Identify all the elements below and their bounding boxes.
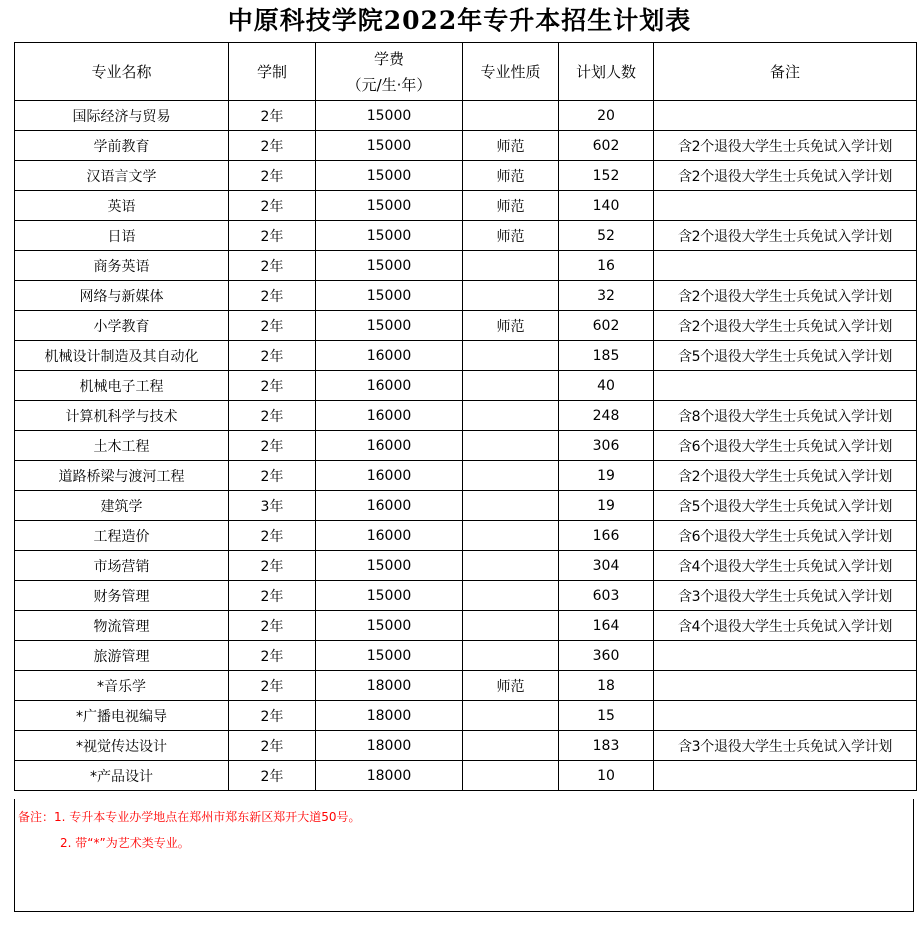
cell-nature bbox=[463, 401, 559, 431]
cell-nature bbox=[463, 551, 559, 581]
header-years: 学制 bbox=[229, 43, 316, 101]
table-row bbox=[15, 461, 917, 491]
cell-nature: 师范 bbox=[463, 311, 559, 341]
table-row bbox=[15, 281, 917, 311]
table-row bbox=[15, 701, 917, 731]
cell-years: 2年 bbox=[229, 611, 316, 641]
header-quota: 计划人数 bbox=[559, 43, 654, 101]
cell-note: 含2个退役大学生士兵免试入学计划 bbox=[654, 161, 917, 191]
cell-years: 2年 bbox=[229, 341, 316, 371]
table-row bbox=[15, 341, 917, 371]
cell-quota: 40 bbox=[559, 371, 654, 401]
cell-nature bbox=[463, 251, 559, 281]
cell-fee: 15000 bbox=[316, 641, 463, 671]
cell-years: 2年 bbox=[229, 671, 316, 701]
cell-major: 英语 bbox=[15, 191, 229, 221]
cell-quota: 20 bbox=[559, 101, 654, 131]
cell-major: 物流管理 bbox=[15, 611, 229, 641]
cell-years: 2年 bbox=[229, 311, 316, 341]
cell-fee: 18000 bbox=[316, 701, 463, 731]
cell-major: 旅游管理 bbox=[15, 641, 229, 671]
cell-years: 2年 bbox=[229, 581, 316, 611]
cell-note bbox=[654, 191, 917, 221]
cell-quota: 18 bbox=[559, 671, 654, 701]
header-fee-line2: （元/生·年） bbox=[346, 75, 432, 94]
cell-major: 日语 bbox=[15, 221, 229, 251]
cell-fee: 15000 bbox=[316, 581, 463, 611]
header-fee-line1: 学费 bbox=[373, 49, 404, 68]
cell-note bbox=[654, 671, 917, 701]
cell-quota: 183 bbox=[559, 731, 654, 761]
cell-nature bbox=[463, 461, 559, 491]
cell-fee: 16000 bbox=[316, 431, 463, 461]
cell-nature bbox=[463, 611, 559, 641]
cell-years: 2年 bbox=[229, 431, 316, 461]
cell-nature bbox=[463, 281, 559, 311]
cell-note: 含5个退役大学生士兵免试入学计划 bbox=[654, 341, 917, 371]
table-row bbox=[15, 761, 917, 791]
cell-nature: 师范 bbox=[463, 191, 559, 221]
cell-quota: 15 bbox=[559, 701, 654, 731]
cell-note: 含2个退役大学生士兵免试入学计划 bbox=[654, 311, 917, 341]
cell-quota: 19 bbox=[559, 491, 654, 521]
cell-years: 2年 bbox=[229, 731, 316, 761]
cell-nature: 师范 bbox=[463, 671, 559, 701]
cell-nature bbox=[463, 731, 559, 761]
table-row bbox=[15, 311, 917, 341]
cell-note: 含3个退役大学生士兵免试入学计划 bbox=[654, 731, 917, 761]
cell-major: 道路桥梁与渡河工程 bbox=[15, 461, 229, 491]
cell-fee: 16000 bbox=[316, 521, 463, 551]
cell-major: *广播电视编导 bbox=[15, 701, 229, 731]
footnote-line-2: 2. 带“*”为艺术类专业。 bbox=[60, 836, 190, 850]
cell-note bbox=[654, 371, 917, 401]
cell-major: *视觉传达设计 bbox=[15, 731, 229, 761]
cell-note bbox=[654, 761, 917, 791]
cell-note: 含6个退役大学生士兵免试入学计划 bbox=[654, 431, 917, 461]
cell-years: 2年 bbox=[229, 281, 316, 311]
cell-fee: 18000 bbox=[316, 761, 463, 791]
cell-fee: 15000 bbox=[316, 611, 463, 641]
cell-major: 市场营销 bbox=[15, 551, 229, 581]
table-row bbox=[15, 551, 917, 581]
cell-note bbox=[654, 641, 917, 671]
cell-major: 工程造价 bbox=[15, 521, 229, 551]
cell-quota: 166 bbox=[559, 521, 654, 551]
table-row bbox=[15, 731, 917, 761]
cell-major: 商务英语 bbox=[15, 251, 229, 281]
cell-years: 2年 bbox=[229, 701, 316, 731]
cell-years: 2年 bbox=[229, 251, 316, 281]
table-row bbox=[15, 581, 917, 611]
cell-major: 国际经济与贸易 bbox=[15, 101, 229, 131]
cell-years: 2年 bbox=[229, 551, 316, 581]
cell-major: 建筑学 bbox=[15, 491, 229, 521]
cell-fee: 15000 bbox=[316, 311, 463, 341]
cell-fee: 16000 bbox=[316, 401, 463, 431]
cell-nature bbox=[463, 491, 559, 521]
cell-years: 2年 bbox=[229, 101, 316, 131]
table-row bbox=[15, 521, 917, 551]
cell-nature bbox=[463, 101, 559, 131]
cell-fee: 15000 bbox=[316, 281, 463, 311]
cell-quota: 603 bbox=[559, 581, 654, 611]
cell-major: *产品设计 bbox=[15, 761, 229, 791]
cell-fee: 18000 bbox=[316, 731, 463, 761]
cell-fee: 16000 bbox=[316, 491, 463, 521]
cell-note: 含4个退役大学生士兵免试入学计划 bbox=[654, 551, 917, 581]
cell-nature bbox=[463, 341, 559, 371]
cell-fee: 15000 bbox=[316, 161, 463, 191]
cell-major: 机械设计制造及其自动化 bbox=[15, 341, 229, 371]
table-row bbox=[15, 221, 917, 251]
cell-fee: 16000 bbox=[316, 341, 463, 371]
cell-quota: 248 bbox=[559, 401, 654, 431]
table-row bbox=[15, 641, 917, 671]
cell-fee: 15000 bbox=[316, 191, 463, 221]
cell-years: 2年 bbox=[229, 161, 316, 191]
cell-note bbox=[654, 701, 917, 731]
cell-nature bbox=[463, 371, 559, 401]
header-fee bbox=[316, 43, 463, 101]
cell-years: 2年 bbox=[229, 641, 316, 671]
cell-note bbox=[654, 251, 917, 281]
cell-years: 2年 bbox=[229, 761, 316, 791]
cell-major: 学前教育 bbox=[15, 131, 229, 161]
cell-note: 含4个退役大学生士兵免试入学计划 bbox=[654, 611, 917, 641]
cell-fee: 16000 bbox=[316, 461, 463, 491]
cell-quota: 602 bbox=[559, 311, 654, 341]
cell-major: 网络与新媒体 bbox=[15, 281, 229, 311]
cell-fee: 15000 bbox=[316, 131, 463, 161]
cell-fee: 16000 bbox=[316, 371, 463, 401]
table-row bbox=[15, 611, 917, 641]
cell-fee: 18000 bbox=[316, 671, 463, 701]
cell-major: *音乐学 bbox=[15, 671, 229, 701]
cell-quota: 360 bbox=[559, 641, 654, 671]
header-nature: 专业性质 bbox=[463, 43, 559, 101]
cell-nature bbox=[463, 641, 559, 671]
table-row bbox=[15, 191, 917, 221]
cell-note: 含8个退役大学生士兵免试入学计划 bbox=[654, 401, 917, 431]
cell-note: 含2个退役大学生士兵免试入学计划 bbox=[654, 131, 917, 161]
cell-major: 机械电子工程 bbox=[15, 371, 229, 401]
header-note: 备注 bbox=[654, 43, 917, 101]
cell-major: 小学教育 bbox=[15, 311, 229, 341]
table-row bbox=[15, 131, 917, 161]
table-row bbox=[15, 251, 917, 281]
cell-quota: 16 bbox=[559, 251, 654, 281]
table-row bbox=[15, 431, 917, 461]
cell-note: 含2个退役大学生士兵免试入学计划 bbox=[654, 281, 917, 311]
cell-note: 含3个退役大学生士兵免试入学计划 bbox=[654, 581, 917, 611]
cell-major: 计算机科学与技术 bbox=[15, 401, 229, 431]
cell-quota: 32 bbox=[559, 281, 654, 311]
cell-nature: 师范 bbox=[463, 161, 559, 191]
table-body bbox=[15, 101, 917, 791]
table-row bbox=[15, 401, 917, 431]
cell-nature bbox=[463, 761, 559, 791]
table-header-row bbox=[15, 43, 917, 101]
cell-fee: 15000 bbox=[316, 221, 463, 251]
cell-nature bbox=[463, 431, 559, 461]
cell-years: 2年 bbox=[229, 461, 316, 491]
cell-major: 财务管理 bbox=[15, 581, 229, 611]
cell-nature bbox=[463, 581, 559, 611]
cell-major: 土木工程 bbox=[15, 431, 229, 461]
cell-note: 含6个退役大学生士兵免试入学计划 bbox=[654, 521, 917, 551]
cell-years: 2年 bbox=[229, 401, 316, 431]
cell-quota: 140 bbox=[559, 191, 654, 221]
table-row bbox=[15, 491, 917, 521]
cell-quota: 19 bbox=[559, 461, 654, 491]
cell-years: 2年 bbox=[229, 191, 316, 221]
footnote-line-1: 备注：1. 专升本专业办学地点在郑州市郑东新区郑开大道50号。 bbox=[18, 810, 361, 824]
header-major: 专业名称 bbox=[15, 43, 229, 101]
cell-note: 含2个退役大学生士兵免试入学计划 bbox=[654, 221, 917, 251]
cell-nature bbox=[463, 701, 559, 731]
cell-quota: 602 bbox=[559, 131, 654, 161]
table-row bbox=[15, 371, 917, 401]
cell-quota: 185 bbox=[559, 341, 654, 371]
cell-fee: 15000 bbox=[316, 251, 463, 281]
cell-nature: 师范 bbox=[463, 221, 559, 251]
cell-years: 2年 bbox=[229, 521, 316, 551]
cell-note bbox=[654, 101, 917, 131]
cell-fee: 15000 bbox=[316, 101, 463, 131]
footnote-area bbox=[14, 799, 914, 912]
cell-years: 2年 bbox=[229, 371, 316, 401]
cell-major: 汉语言文学 bbox=[15, 161, 229, 191]
enrollment-plan-table bbox=[14, 42, 917, 791]
cell-fee: 15000 bbox=[316, 551, 463, 581]
cell-quota: 10 bbox=[559, 761, 654, 791]
table-row bbox=[15, 671, 917, 701]
cell-years: 3年 bbox=[229, 491, 316, 521]
page-title: 中原科技学院2022年专升本招生计划表 bbox=[227, 6, 692, 35]
cell-quota: 306 bbox=[559, 431, 654, 461]
cell-note: 含5个退役大学生士兵免试入学计划 bbox=[654, 491, 917, 521]
cell-years: 2年 bbox=[229, 131, 316, 161]
cell-nature: 师范 bbox=[463, 131, 559, 161]
cell-nature bbox=[463, 521, 559, 551]
cell-quota: 152 bbox=[559, 161, 654, 191]
table-row bbox=[15, 161, 917, 191]
table-row bbox=[15, 101, 917, 131]
cell-quota: 164 bbox=[559, 611, 654, 641]
cell-quota: 304 bbox=[559, 551, 654, 581]
cell-years: 2年 bbox=[229, 221, 316, 251]
cell-quota: 52 bbox=[559, 221, 654, 251]
cell-note: 含2个退役大学生士兵免试入学计划 bbox=[654, 461, 917, 491]
